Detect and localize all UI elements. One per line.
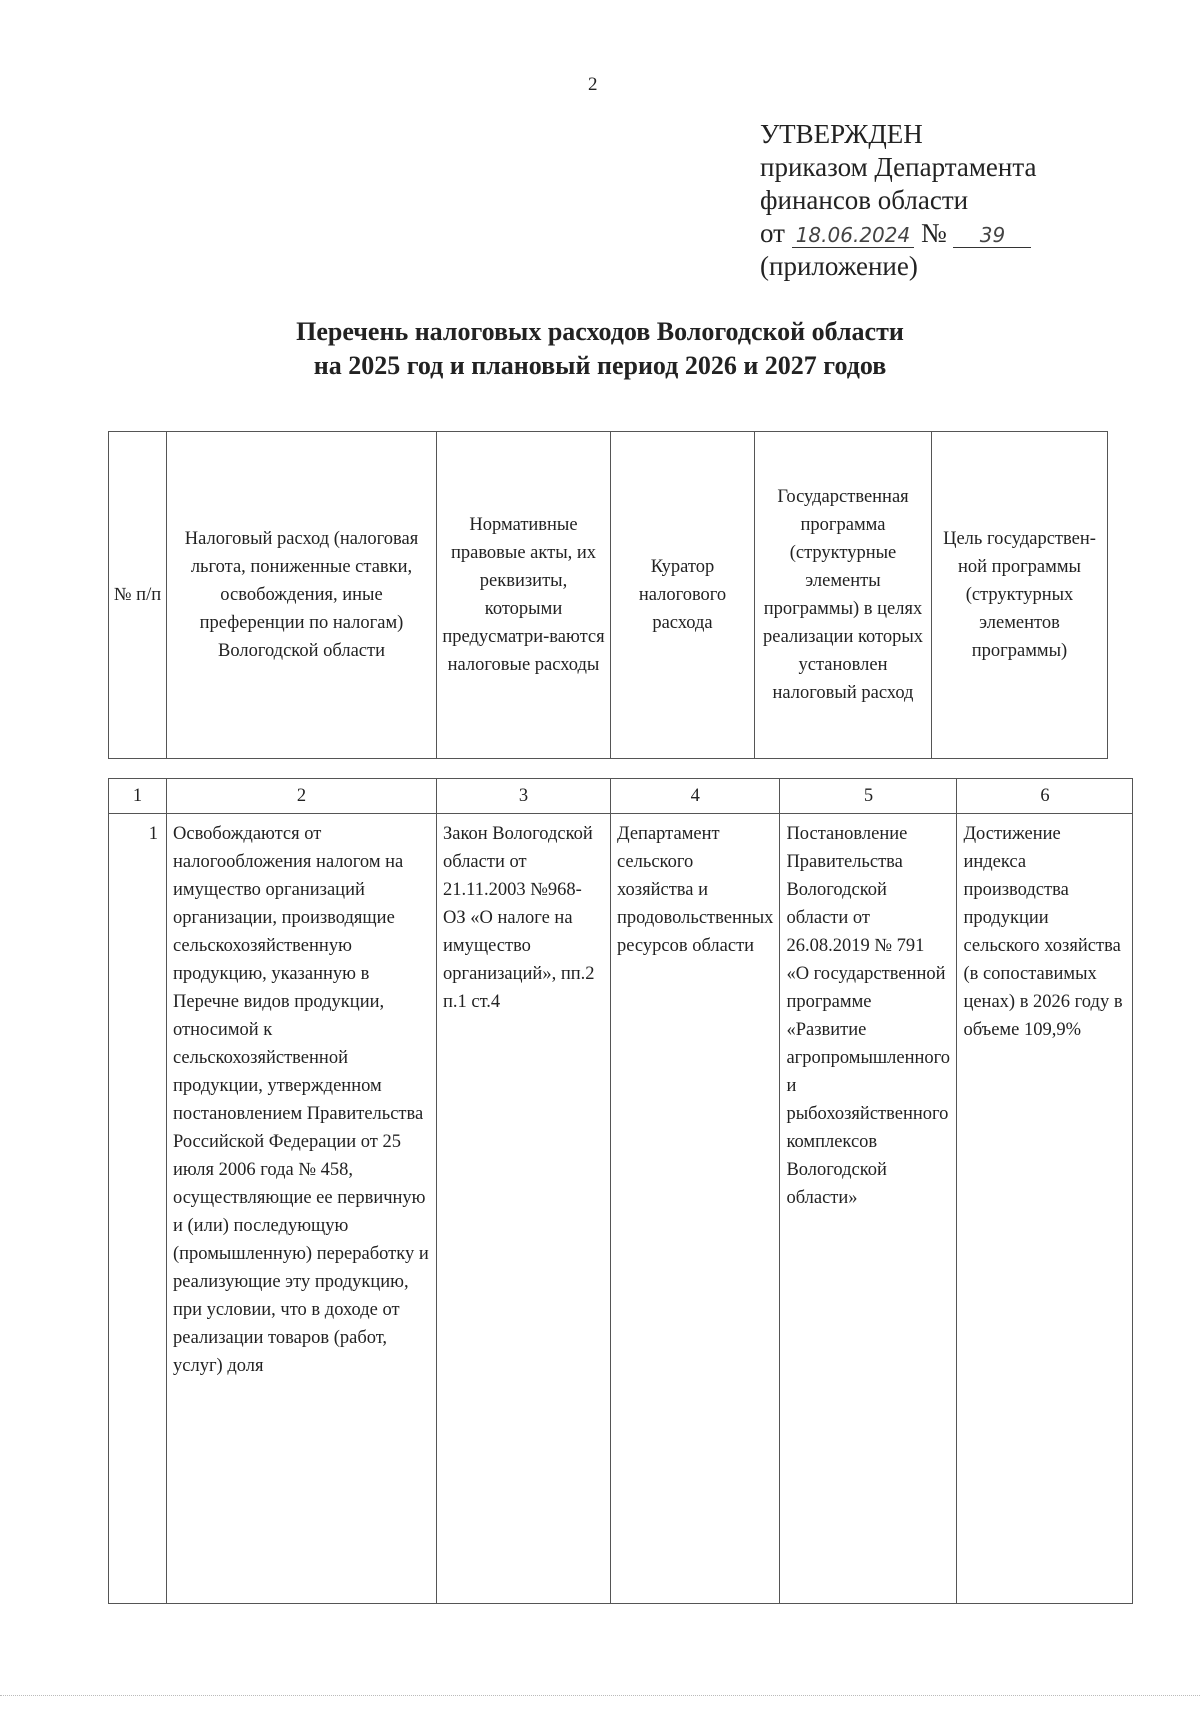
row-curator: Департамент сельского хозяйства и продовольственных ресурсов области	[611, 814, 780, 1604]
row-tax-expense: Освобождаются от налогообложения налогом на имущество организаций организации, производящие сельскохозяйственную продукцию, указанную в Перечне видов продукции, относимой к сельскохозяйственной продукции, утвержденном постановлением Правительства Российской Федерации от 25 июля 2006 года № 458, осуществляющие ее первичную и (или) последующую (промышленную) переработку и реализующие эту продукцию, при условии, что в доходе от реализации товаров (работ, услуг) доля	[167, 814, 437, 1604]
header-goal: Цель государствен-ной программы (структурных элементов программы)	[932, 432, 1108, 759]
approval-stamp	[760, 118, 1036, 283]
approval-order-line: приказом Департамента	[760, 152, 1037, 182]
header-tax-expense: Налоговый расход (налоговая льгота, пониженные ставки, освобождения, иные преференции по налогам) Вологодской области	[167, 432, 437, 759]
column-number: 3	[437, 779, 611, 814]
column-number: 4	[611, 779, 780, 814]
column-number: 5	[780, 779, 957, 814]
approval-appendix-line: (приложение)	[760, 251, 918, 281]
row-number: 1	[109, 814, 167, 1604]
document-title-line-1: Перечень налоговых расходов Вологодской области	[296, 317, 904, 346]
header-program: Государственная программа (структурные элементы программы) в целях реализации которых установлен налоговый расход	[755, 432, 932, 759]
row-legal-acts: Закон Вологодской области от 21.11.2003 №968-ОЗ «О налоге на имущество организаций», пп.2 п.1 ст.4	[437, 814, 611, 1604]
column-number: 6	[957, 779, 1133, 814]
row-program: Постановление Правительства Вологодской области от 26.08.2019 № 791 «О государственной программе «Развитие агропромышленного и рыбохозяйственного комплексов Вологодской области»	[780, 814, 957, 1604]
approval-from-label: от	[760, 218, 785, 248]
approval-department-line: финансов области	[760, 185, 969, 215]
table-body	[108, 778, 1133, 1604]
column-number-row	[109, 779, 1133, 814]
table-row	[109, 814, 1133, 1604]
approval-date-line	[760, 217, 1036, 250]
column-number: 2	[167, 779, 437, 814]
table-header	[108, 431, 1108, 759]
header-legal-acts: Нормативные правовые акты, их реквизиты, которыми предусматри-ваются налоговые расходы	[437, 432, 611, 759]
approval-number: 39	[953, 223, 1031, 248]
header-curator: Куратор налогового расхода	[611, 432, 755, 759]
column-number: 1	[109, 779, 167, 814]
approval-heading: УТВЕРЖДЕН	[760, 119, 923, 149]
approval-number-label: №	[920, 218, 947, 248]
document-title-line-2: на 2025 год и плановый период 2026 и 2027 годов	[313, 351, 887, 380]
scan-edge-line	[0, 1695, 1200, 1698]
page-number: 2	[588, 74, 598, 95]
document-title	[0, 315, 1200, 383]
row-goal: Достижение индекса производства продукции сельского хозяйства (в сопоставимых ценах) в 2026 году в объеме 109,9%	[957, 814, 1133, 1604]
approval-date: 18.06.2024	[792, 223, 915, 248]
header-number: № п/п	[109, 432, 167, 759]
